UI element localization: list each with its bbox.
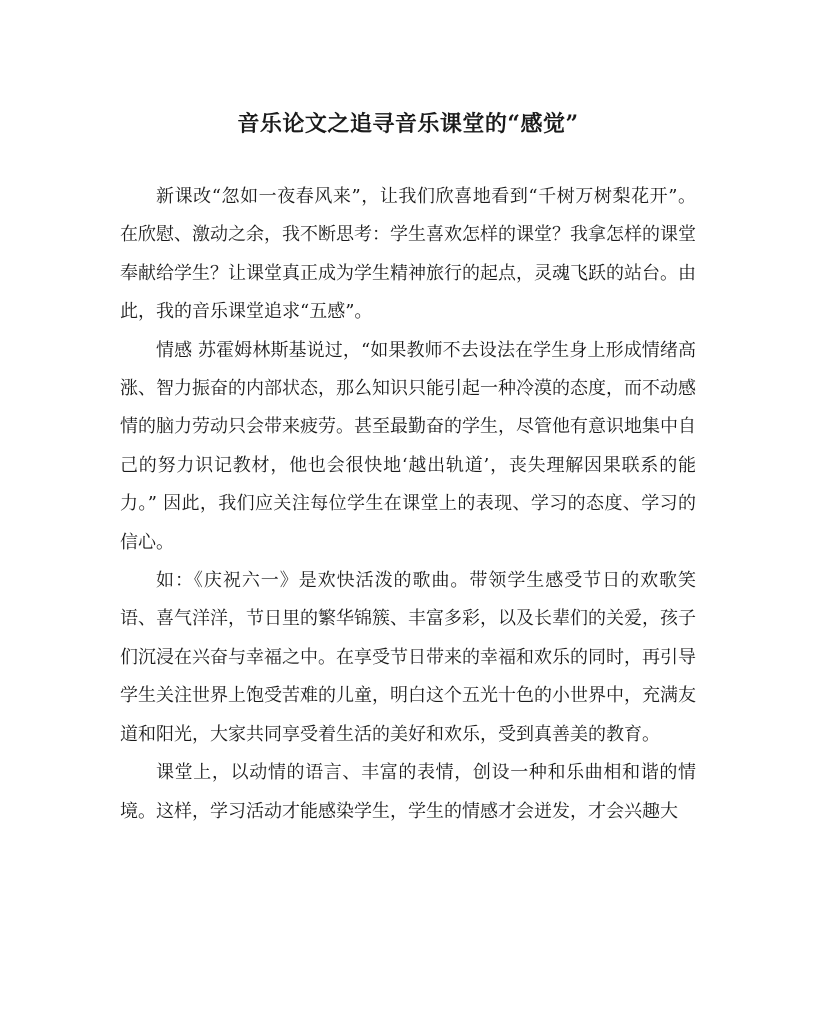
- paragraph-emotion: 情感 苏霍姆林斯基说过，“如果教师不去设法在学生身上形成情绪高涨、智力振奋的内部状态，那么知识只能引起一种冷漠的态度，而不动感情的脑力劳动只会带来疲劳。甚至最勤奋的学生，尽管他有意识地集中自己的努力识记教材，他也会很快地‘越出轨道’，丧失理解因果联系的能力。” 因此，我们应关注每位学生在课堂上的表现、学习的态度、学习的信心。: [120, 339, 696, 553]
- document-title: 音乐论文之追寻音乐课堂的“感觉”: [237, 111, 579, 137]
- paragraph-example: 如：《庆祝六一》是欢快活泼的歌曲。带领学生感受节日的欢歌笑语、喜气洋洋，节日里的繁华锦簇、丰富多彩，以及长辈们的关爱，孩子们沉浸在兴奋与幸福之中。在享受节日带来的幸福和欢乐的同时，再引导学生关注世界上饱受苦难的儿童，明白这个五光十色的小世界中，充满友道和阳光，大家共同享受着生活的美好和欢乐，受到真善美的教育。: [120, 570, 696, 745]
- document-body: [120, 178, 696, 831]
- paragraph-intro: 新课改“忽如一夜春风来”，让我们欣喜地看到“千树万树梨花开”。在欣慰、激动之余，我不断思考：学生喜欢怎样的课堂？我拿怎样的课堂奉献给学生？让课堂真正成为学生精神旅行的起点，灵魂飞跃的站台。由此，我的音乐课堂追求“五感”。: [120, 186, 696, 323]
- paragraph-classroom: 课堂上，以动情的语言、丰富的表情，创设一种和乐曲相和谐的情境。这样，学习活动才能感染学生，学生的情感才会迸发，才会兴趣大: [120, 762, 696, 822]
